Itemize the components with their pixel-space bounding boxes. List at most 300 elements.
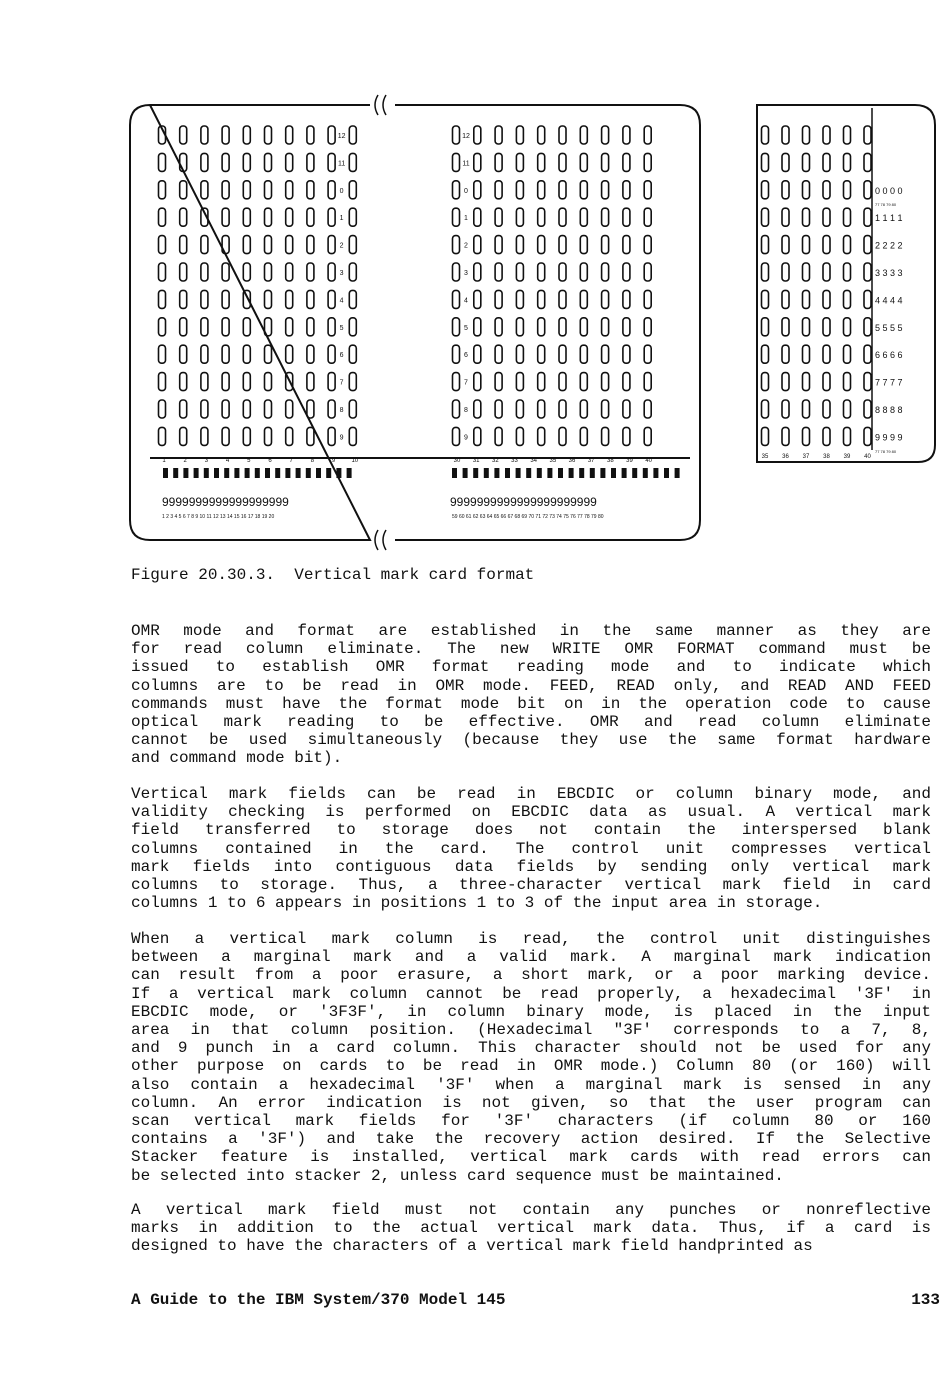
row-label: 0 <box>339 187 344 195</box>
mark-box <box>580 400 587 418</box>
mark-box <box>762 126 769 144</box>
mark-box <box>328 318 335 336</box>
mark-box <box>644 290 651 308</box>
mark-box <box>602 263 609 281</box>
mark-box <box>495 263 502 281</box>
mark-box <box>201 400 208 418</box>
mark-box <box>265 263 272 281</box>
mark-box <box>307 290 314 308</box>
mark-box <box>349 263 356 281</box>
paragraph-line: contains a '3F') and take the recovery action desired. If the Selective <box>131 1130 931 1149</box>
mark-box <box>495 345 502 363</box>
mark-box <box>243 345 250 363</box>
mark-box <box>201 153 208 171</box>
mark-box <box>623 427 630 445</box>
paragraph-line: A vertical mark field must not contain any punches or nonreflective <box>131 1201 931 1219</box>
mark-box <box>222 427 229 445</box>
mark-box <box>243 153 250 171</box>
mark-box <box>286 153 293 171</box>
paragraph-line: field transferred to storage does not contain the interspersed blank <box>131 821 931 840</box>
mark-box <box>844 181 851 199</box>
mark-box <box>495 153 502 171</box>
mark-box <box>516 263 523 281</box>
vertical-mark-card-figure <box>0 0 950 560</box>
mark-box <box>349 373 356 391</box>
page-number: 133 <box>911 1291 940 1309</box>
mark-box <box>159 345 166 363</box>
right-card-outline <box>757 105 935 462</box>
timing-mark <box>347 468 352 478</box>
mark-box <box>864 263 871 281</box>
mark-box <box>453 208 460 226</box>
mark-box <box>516 400 523 418</box>
mark-box <box>782 400 789 418</box>
mark-box <box>602 208 609 226</box>
timing-mark <box>194 468 199 478</box>
mark-box <box>559 263 566 281</box>
mark-box <box>864 427 871 445</box>
mark-box <box>803 153 810 171</box>
column-number: 37 <box>802 454 810 460</box>
mark-box <box>495 318 502 336</box>
mark-box <box>864 236 871 254</box>
mark-box <box>453 236 460 254</box>
timing-mark <box>275 468 280 478</box>
footer-title: A Guide to the IBM System/370 Model 145 <box>131 1291 506 1309</box>
mark-box <box>762 263 769 281</box>
mark-box <box>349 318 356 336</box>
timing-mark <box>336 468 341 478</box>
mark-box <box>265 126 272 144</box>
mark-box <box>844 318 851 336</box>
mark-box <box>222 400 229 418</box>
mark-box <box>559 153 566 171</box>
timing-mark <box>505 468 510 478</box>
mark-box <box>349 290 356 308</box>
mark-box <box>286 208 293 226</box>
mark-box <box>782 427 789 445</box>
column-number: 6 <box>268 458 272 464</box>
mark-box <box>823 208 830 226</box>
mark-box <box>762 400 769 418</box>
mark-box <box>159 263 166 281</box>
column-number: 30 <box>453 458 461 464</box>
mark-box <box>803 345 810 363</box>
mark-box <box>349 345 356 363</box>
bottom-columns-left: 1 2 3 4 5 6 7 8 9 10 11 12 13 14 15 16 17 18 19 20 <box>162 514 275 520</box>
mark-box <box>453 345 460 363</box>
timing-mark <box>569 468 574 478</box>
timing-mark <box>664 468 669 478</box>
mark-box <box>286 181 293 199</box>
mark-box <box>243 208 250 226</box>
card-diagram <box>0 0 950 560</box>
mark-box <box>580 236 587 254</box>
paragraph-line: validity checking is performed on EBCDIC data as usual. A vertical mark <box>131 803 931 822</box>
mark-box <box>623 263 630 281</box>
mark-box <box>580 318 587 336</box>
mark-box <box>844 126 851 144</box>
timing-mark <box>675 468 680 478</box>
mark-box <box>844 400 851 418</box>
mark-box <box>328 427 335 445</box>
row-label: 4 <box>339 297 344 305</box>
paragraph-line: columns are to be read in OMR mode. FEED, READ only, and READ AND FEED <box>131 676 931 695</box>
column-number: 9 <box>331 458 336 464</box>
mark-box <box>782 318 789 336</box>
timing-mark <box>653 468 658 478</box>
mark-box <box>623 126 630 144</box>
paragraph-nonreflective-marks <box>131 1201 931 1256</box>
column-number: 40 <box>645 458 653 464</box>
mark-box <box>474 290 481 308</box>
column-number: 39 <box>843 454 851 460</box>
mark-box <box>803 208 810 226</box>
mark-box <box>328 181 335 199</box>
mark-box <box>864 290 871 308</box>
mark-box <box>823 318 830 336</box>
mark-box <box>453 263 460 281</box>
mark-box <box>602 427 609 445</box>
column-number: 5 <box>247 458 251 464</box>
mark-box <box>602 181 609 199</box>
mark-box <box>516 153 523 171</box>
mark-box <box>803 181 810 199</box>
mark-box <box>864 208 871 226</box>
mark-box <box>453 400 460 418</box>
mark-box <box>864 400 871 418</box>
mark-box <box>864 181 871 199</box>
mark-box <box>453 373 460 391</box>
mark-box <box>201 345 208 363</box>
mark-box <box>243 181 250 199</box>
row-label: 8 <box>339 407 344 414</box>
bottom-columns-center: 59 60 61 62 63 64 65 66 67 68 69 70 71 72 73 74 75 76 77 78 79 80 <box>452 514 604 520</box>
mark-box <box>538 153 545 171</box>
timing-mark <box>245 468 250 478</box>
row-label: 2 <box>339 242 344 250</box>
mark-box <box>349 236 356 254</box>
mark-box <box>782 153 789 171</box>
mark-box <box>349 153 356 171</box>
mark-box <box>349 400 356 418</box>
row-label: 2 <box>464 242 468 250</box>
column-number: 35 <box>549 458 557 464</box>
timing-mark <box>622 468 627 478</box>
mark-box <box>453 126 460 144</box>
mark-box <box>286 236 293 254</box>
mark-box <box>265 236 272 254</box>
timing-mark <box>204 468 209 478</box>
mark-box <box>844 345 851 363</box>
right-card-digit-row: 5 5 5 5 <box>875 322 903 333</box>
paragraph-line: marks in addition to the actual vertical mark data. Thus, if a card is <box>131 1219 931 1238</box>
mark-box <box>243 318 250 336</box>
mark-box <box>580 427 587 445</box>
mark-box <box>201 373 208 391</box>
column-number: 34 <box>530 458 538 464</box>
mark-box <box>602 345 609 363</box>
mark-box <box>623 290 630 308</box>
mark-box <box>307 208 314 226</box>
right-card-digit-row: 9 9 9 9 <box>875 432 903 443</box>
mark-box <box>644 236 651 254</box>
mark-box <box>844 236 851 254</box>
mark-box <box>823 236 830 254</box>
mark-box <box>265 427 272 445</box>
mark-box <box>453 290 460 308</box>
mark-box <box>538 318 545 336</box>
mark-box <box>602 400 609 418</box>
mark-box <box>265 153 272 171</box>
paragraph-line: designed to have the characters of a vertical mark field handprinted as <box>131 1237 813 1256</box>
mark-box <box>538 373 545 391</box>
mark-box <box>307 318 314 336</box>
column-number: 39 <box>626 458 633 464</box>
timing-mark <box>463 468 468 478</box>
mark-box <box>201 290 208 308</box>
mark-box <box>307 236 314 254</box>
mark-box <box>222 318 229 336</box>
row-label: 3 <box>464 270 468 277</box>
mark-box <box>864 126 871 144</box>
mark-box <box>307 373 314 391</box>
timing-mark <box>265 468 270 478</box>
paragraph-line: EBCDIC mode, or '3F3F', in column binary mode, is placed in the input <box>131 1002 931 1021</box>
mark-box <box>580 208 587 226</box>
right-card-digit-row: 7 7 7 7 <box>875 377 903 388</box>
column-number: 36 <box>568 458 576 464</box>
column-number: 8 <box>310 458 315 464</box>
mark-box <box>328 345 335 363</box>
mark-box <box>495 208 502 226</box>
mark-box <box>559 181 566 199</box>
mark-box <box>453 153 460 171</box>
mark-box <box>644 208 651 226</box>
mark-box <box>823 373 830 391</box>
mark-box <box>762 208 769 226</box>
row-label: 5 <box>339 324 344 332</box>
mark-box <box>286 318 293 336</box>
timing-mark <box>296 468 301 478</box>
right-card-digit-row: 1 1 1 1 <box>875 213 903 224</box>
mark-box <box>782 236 789 254</box>
mark-box <box>265 373 272 391</box>
paragraph-line: area in that column position. (Hexadecimal "3F' corresponds to a 7, 8, <box>131 1021 931 1040</box>
mark-box <box>516 427 523 445</box>
mark-box <box>201 318 208 336</box>
mark-box <box>222 181 229 199</box>
mark-box <box>474 236 481 254</box>
mark-box <box>580 263 587 281</box>
timing-mark <box>484 468 489 478</box>
mark-box <box>349 181 356 199</box>
mark-box <box>844 263 851 281</box>
column-number: 33 <box>511 458 518 464</box>
mark-box <box>782 290 789 308</box>
mark-box <box>538 208 545 226</box>
mark-box <box>762 290 769 308</box>
mark-box <box>644 126 651 144</box>
column-number: 38 <box>607 458 614 464</box>
timing-mark <box>547 468 552 478</box>
paragraph-line: scan vertical mark fields for '3F' characters (if column 80 or 160 <box>131 1112 931 1131</box>
mark-box <box>803 290 810 308</box>
timing-mark <box>643 468 648 478</box>
column-number: 3 <box>204 458 209 464</box>
mark-box <box>516 345 523 363</box>
mark-box <box>602 126 609 144</box>
mark-box <box>159 153 166 171</box>
mark-box <box>349 126 356 144</box>
mark-box <box>864 153 871 171</box>
mark-box <box>516 318 523 336</box>
mark-box <box>307 345 314 363</box>
timing-mark <box>516 468 521 478</box>
mark-box <box>201 263 208 281</box>
mark-box <box>623 181 630 199</box>
mark-box <box>580 373 587 391</box>
mark-box <box>602 318 609 336</box>
mark-box <box>782 263 789 281</box>
mark-box <box>349 208 356 226</box>
mark-box <box>823 126 830 144</box>
mark-box <box>864 373 871 391</box>
mark-box <box>286 263 293 281</box>
figure-caption: Figure 20.30.3. Vertical mark card format <box>131 566 535 584</box>
mark-box <box>474 400 481 418</box>
paragraph-line: other purpose on cards to be read in OMR mode.) Column 80 (or 160) will <box>131 1057 931 1076</box>
right-card-digit-row: 4 4 4 4 <box>875 295 903 306</box>
mark-box <box>602 373 609 391</box>
column-number: 38 <box>823 454 830 460</box>
paragraph-line: mark fields into contiguous data fields by sending only vertical mark <box>131 857 931 876</box>
mark-box <box>559 345 566 363</box>
timing-mark <box>326 468 331 478</box>
timing-mark <box>316 468 321 478</box>
mark-box <box>243 427 250 445</box>
mark-box <box>180 126 187 144</box>
mark-box <box>803 373 810 391</box>
right-card-small-columns: 77 78 79 80 <box>875 202 897 207</box>
column-number: 1 <box>162 458 166 464</box>
mark-box <box>644 427 651 445</box>
mark-box <box>762 373 769 391</box>
mark-box <box>307 181 314 199</box>
mark-box <box>495 236 502 254</box>
mark-box <box>559 236 566 254</box>
row-label: 11 <box>337 160 346 168</box>
mark-box <box>180 373 187 391</box>
mark-box <box>328 373 335 391</box>
mark-box <box>474 181 481 199</box>
paragraph-line: column. An error indication is not given, so that the user program can <box>131 1093 931 1112</box>
mark-box <box>782 373 789 391</box>
timing-mark <box>214 468 219 478</box>
paragraph-line: can result from a poor erasure, a short mark, or a poor marking device. <box>131 966 931 985</box>
mark-box <box>762 153 769 171</box>
mark-box <box>222 263 229 281</box>
mark-box <box>823 345 830 363</box>
mark-box <box>159 373 166 391</box>
mark-box <box>762 427 769 445</box>
mark-box <box>222 208 229 226</box>
mark-box <box>474 126 481 144</box>
mark-box <box>803 400 810 418</box>
mark-box <box>516 373 523 391</box>
mark-box <box>180 427 187 445</box>
mark-box <box>823 427 830 445</box>
column-number: 32 <box>491 458 499 464</box>
mark-box <box>307 427 314 445</box>
mark-box <box>580 153 587 171</box>
mark-box <box>495 400 502 418</box>
column-number: 37 <box>587 458 595 464</box>
timing-mark <box>163 468 168 478</box>
break-mark-bottom <box>375 530 386 550</box>
mark-box <box>328 263 335 281</box>
timing-mark <box>590 468 595 478</box>
mark-box <box>782 345 789 363</box>
mark-box <box>474 345 481 363</box>
mark-box <box>580 126 587 144</box>
mark-box <box>349 427 356 445</box>
mark-box <box>644 400 651 418</box>
timing-mark <box>285 468 290 478</box>
break-mark-top <box>375 95 386 115</box>
mark-box <box>580 290 587 308</box>
mark-box <box>559 373 566 391</box>
mark-box <box>538 181 545 199</box>
mark-box <box>823 263 830 281</box>
row-label: 9 <box>464 434 468 442</box>
paragraph-line: for read column eliminate. The new WRITE OMR FORMAT command must be <box>131 640 931 659</box>
mark-box <box>201 126 208 144</box>
mark-box <box>623 400 630 418</box>
timing-mark <box>526 468 531 478</box>
mark-box <box>844 427 851 445</box>
column-number: 10 <box>351 458 359 464</box>
mark-box <box>559 290 566 308</box>
mark-box <box>474 427 481 445</box>
mark-box <box>782 126 789 144</box>
row-label: 11 <box>462 160 470 168</box>
mark-box <box>222 345 229 363</box>
mark-box <box>516 290 523 308</box>
mark-box <box>474 208 481 226</box>
mark-box <box>864 318 871 336</box>
mark-box <box>623 208 630 226</box>
mark-box <box>823 400 830 418</box>
paragraph-line: and command mode bit). <box>131 749 343 768</box>
mark-box <box>762 318 769 336</box>
mark-box <box>159 236 166 254</box>
mark-box <box>243 263 250 281</box>
timing-mark <box>452 468 457 478</box>
column-number: 40 <box>864 454 871 460</box>
mark-box <box>474 153 481 171</box>
paragraph-line: be selected into stacker 2, unless card sequence must be maintained. <box>131 1166 784 1185</box>
mark-box <box>495 181 502 199</box>
paragraph-line: cannot be used simultaneously (because they use the same format hardware <box>131 731 931 750</box>
paragraph-line: issued to establish OMR format reading mode and to indicate which <box>131 658 931 677</box>
row-label: 5 <box>464 324 468 332</box>
paragraph-marginal-mark <box>131 930 931 1185</box>
mark-box <box>222 153 229 171</box>
mark-box <box>495 427 502 445</box>
mark-box <box>538 263 545 281</box>
mark-box <box>803 126 810 144</box>
